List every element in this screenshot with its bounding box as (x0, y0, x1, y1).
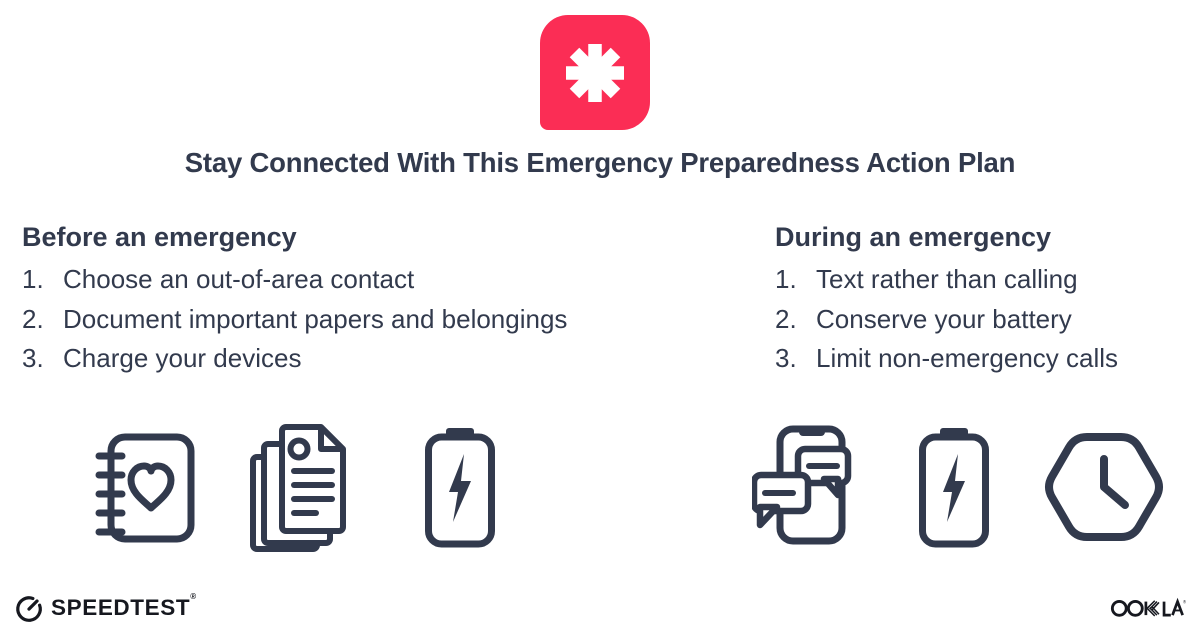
list-item (775, 260, 1195, 300)
before-emergency-heading: Before an emergency (22, 222, 297, 252)
during-emergency-heading: During an emergency (775, 222, 1052, 252)
during-emergency-section (775, 219, 1195, 379)
during-emergency-list (775, 260, 1195, 379)
list-item-text: Conserve your battery (816, 303, 1072, 334)
documents-stack-icon (248, 423, 356, 555)
ookla-wordmark (1110, 596, 1186, 619)
before-emergency-section (22, 219, 722, 379)
speedtest-gauge-icon (14, 593, 44, 623)
emergency-asterisk-badge (540, 15, 650, 130)
list-item (22, 339, 722, 379)
list-item-text: Text rather than calling (816, 264, 1078, 294)
list-item-number: 2. (775, 303, 797, 334)
list-item (775, 300, 1195, 340)
ookla-hatched-k (1146, 601, 1159, 616)
ookla-logo (1110, 596, 1186, 619)
speedtest-wordmark: SPEEDTEST® (51, 592, 197, 620)
list-item-text: Choose an out-of-area contact (63, 264, 415, 294)
list-item (22, 260, 722, 300)
list-item-number: 1. (22, 264, 44, 294)
speedtest-logo (14, 592, 197, 624)
list-item-number: 1. (775, 264, 797, 294)
battery-charge-icon (424, 428, 496, 548)
ookla-trademark: ® (1183, 599, 1186, 605)
list-item-number: 3. (22, 343, 44, 373)
page-title: Stay Connected With This Emergency Preparedness Action Plan (184, 147, 1016, 178)
before-emergency-list (22, 260, 722, 379)
list-item (775, 339, 1195, 379)
asterisk-icon (540, 15, 650, 130)
list-item-number: 3. (775, 343, 797, 373)
list-item-text: Document important papers and belongings (63, 303, 568, 334)
list-item-number: 2. (22, 303, 44, 334)
phone-text-messages-icon (752, 425, 852, 547)
contacts-notebook-heart-icon (95, 432, 197, 544)
battery-charge-icon (918, 428, 990, 548)
clock-hexagon-icon (1042, 430, 1166, 544)
speedtest-trademark: ® (190, 592, 197, 601)
list-item-text: Charge your devices (63, 343, 302, 373)
list-item-text: Limit non-emergency calls (816, 343, 1119, 373)
list-item (22, 300, 722, 340)
